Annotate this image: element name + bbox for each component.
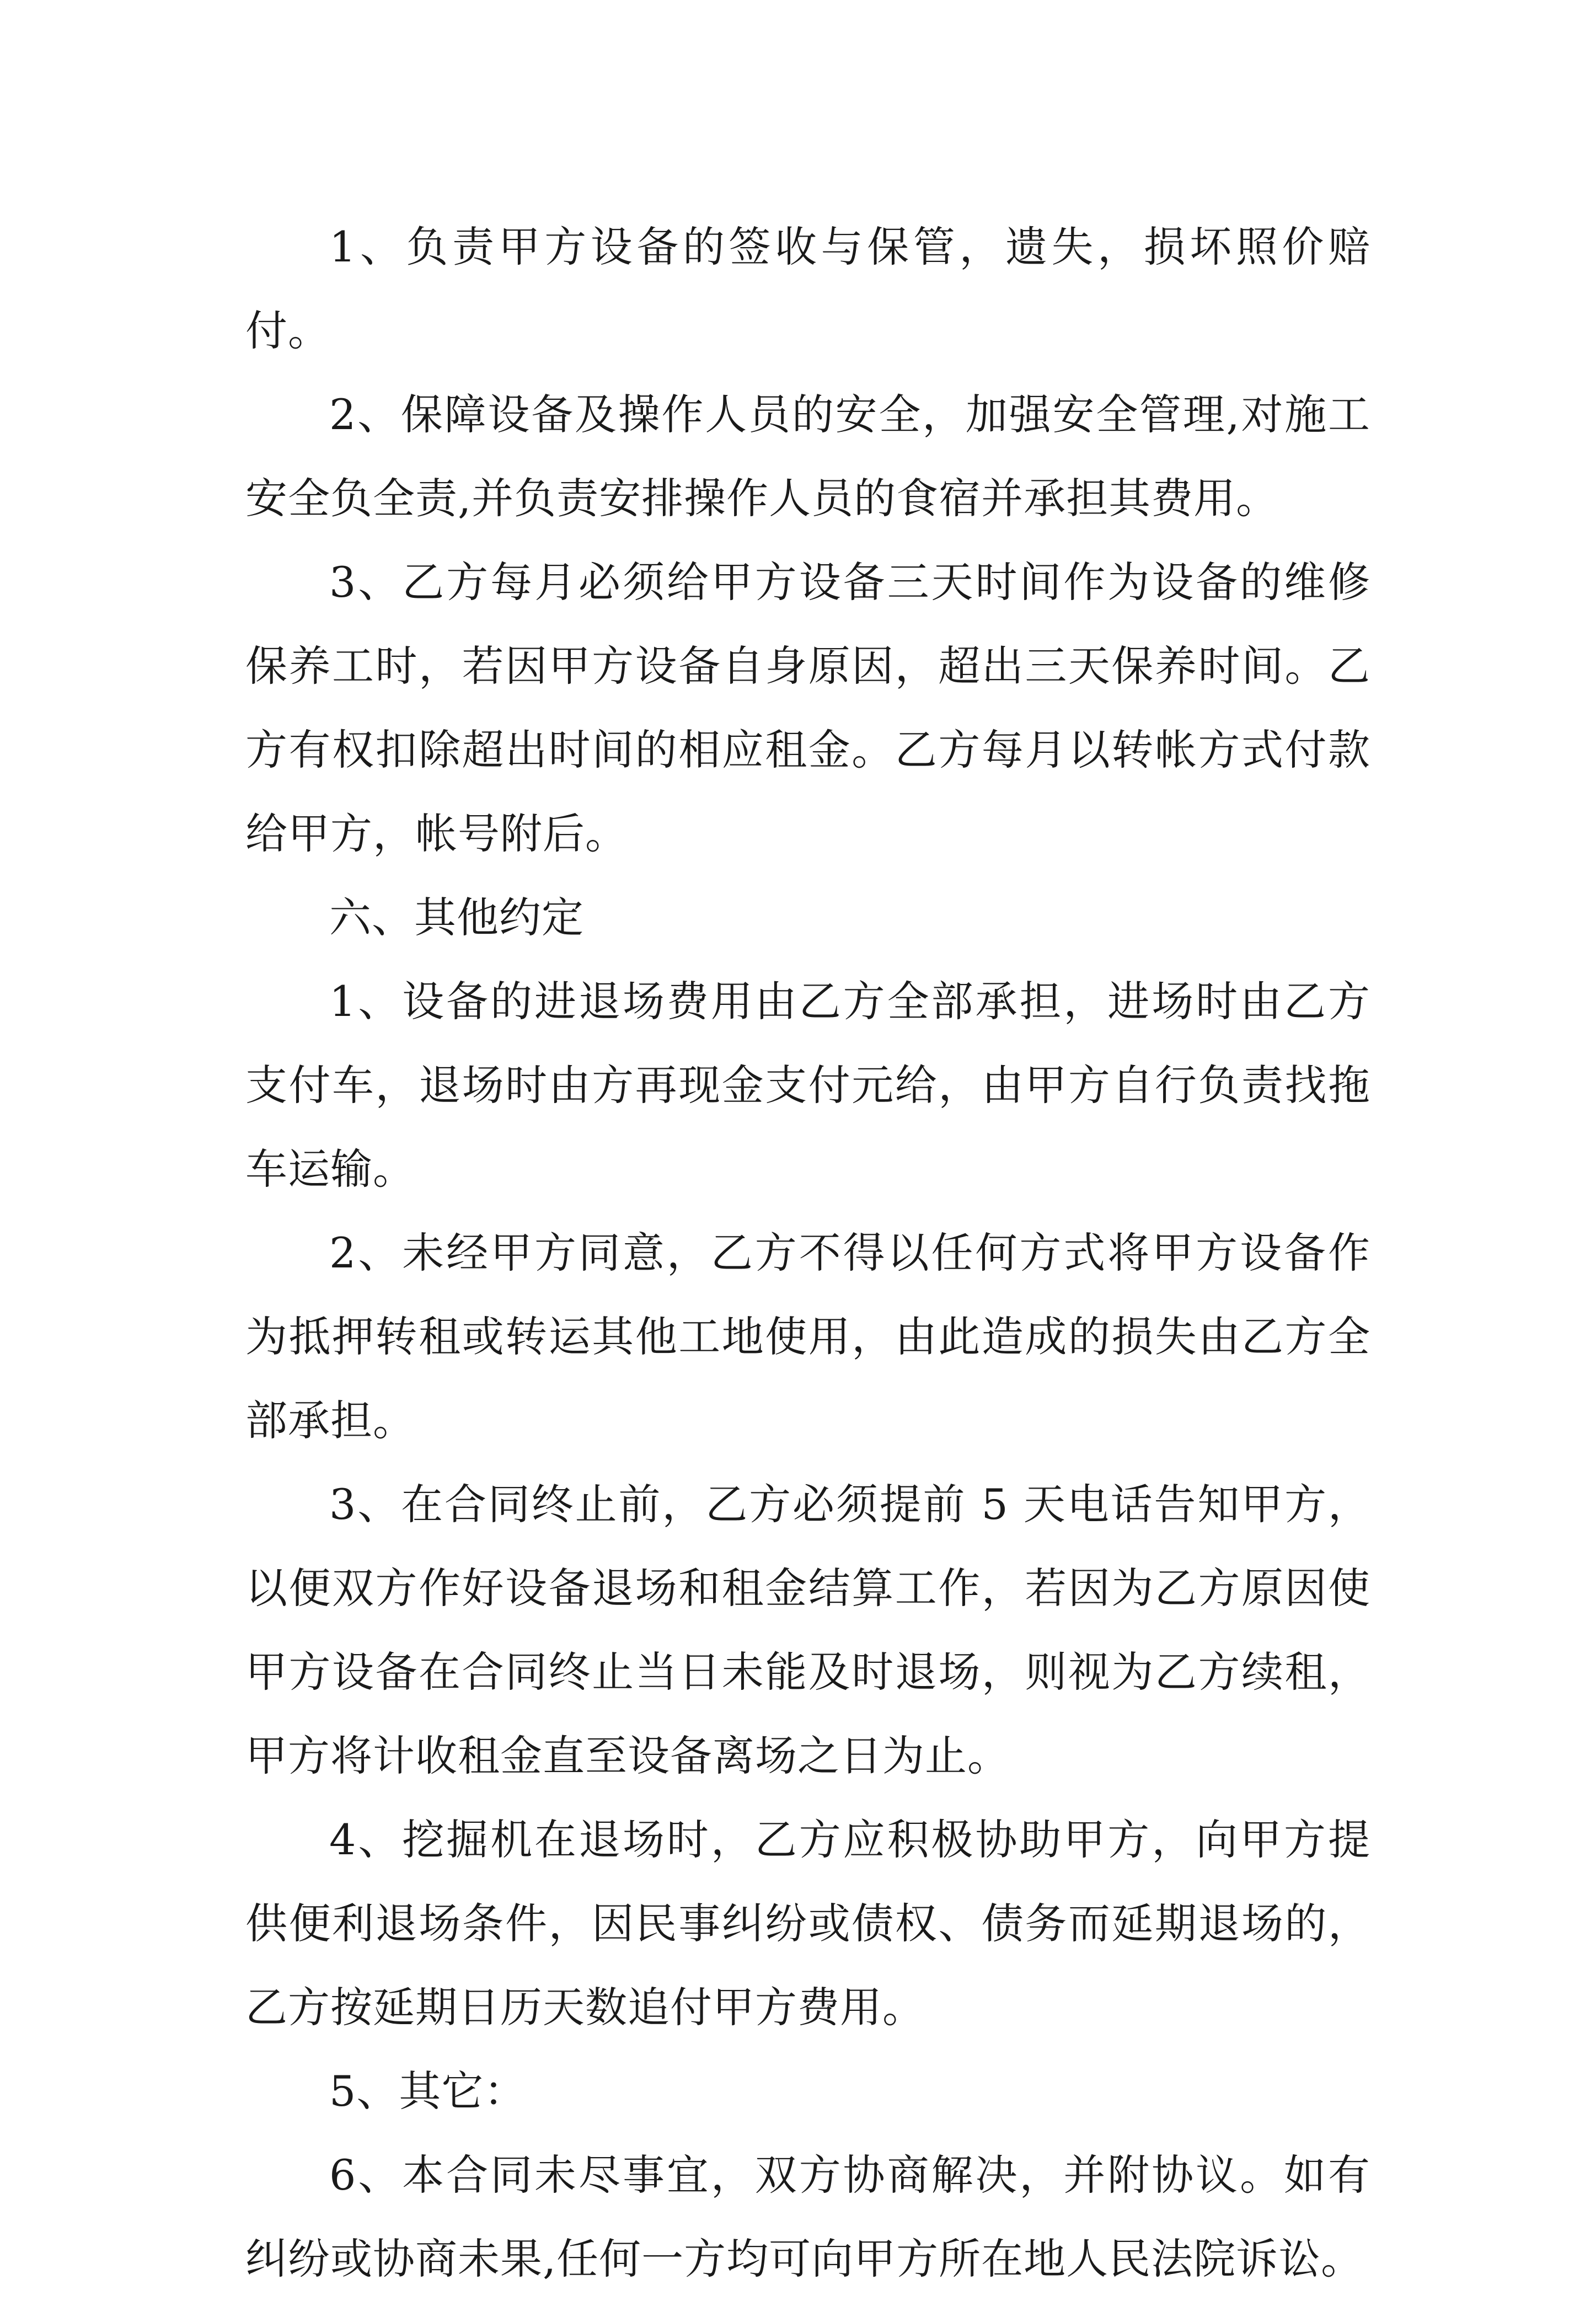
clause-6-4: 4、挖掘机在退场时，乙方应积极协助甲方，向甲方提供便利退场条件，因民事纠纷或债权、债务而延期退场的，乙方按延期日历天数追付甲方费用。 — [245, 1815, 1370, 2032]
clause-6-6: 6、本合同未尽事宜，双方协商解决，并附协议。如有纠纷或协商未果,任何一方均可向甲方所在地人民法院诉讼。 — [245, 2150, 1370, 2283]
section-heading-other-agreements: 六、其他约定 — [329, 893, 584, 942]
clause-6-5: 5、其它： — [329, 2067, 527, 2116]
clause-5-3: 3、乙方每月必须给甲方设备三天时间作为设备的维修保养工时，若因甲方设备自身原因，超出三天保养时间。乙方有权扣除超出时间的相应租金。乙方每月以转帐方式付款给甲方，帐号附后。 — [245, 558, 1370, 858]
clause-6-2: 2、未经甲方同意，乙方不得以任何方式将甲方设备作为抵押转租或转运其他工地使用，由此造成的损失由乙方全部承担。 — [245, 1228, 1370, 1445]
document-body — [245, 205, 1370, 2301]
clause-5-2: 2、保障设备及操作人员的安全，加强安全管理,对施工安全负全责,并负责安排操作人员的食宿并承担其费用。 — [245, 390, 1370, 523]
clause-5-1: 1、负责甲方设备的签收与保管，遗失，损坏照价赔付。 — [245, 222, 1370, 355]
clause-6-3: 3、在合同终止前，乙方必须提前 5 天电话告知甲方，以便双方作好设备退场和租金结算工作，若因为乙方原因使甲方设备在合同终止当日未能及时退场，则视为乙方续租，甲方将计收租金直至设备离场之日为止。 — [245, 1480, 1370, 1780]
clause-6-1: 1、设备的进退场费用由乙方全部承担，进场时由乙方支付车，退场时由方再现金支付元给，由甲方自行负责找拖车运输。 — [245, 977, 1370, 1194]
